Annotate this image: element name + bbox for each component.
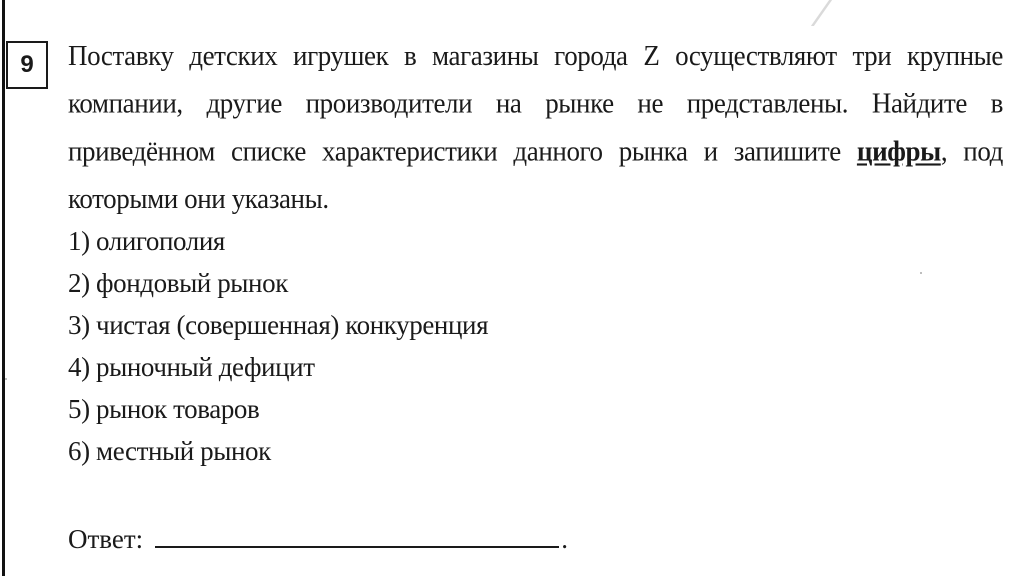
task-statement — [68, 32, 1003, 223]
option-item: 2) фондовый рынок — [68, 268, 288, 298]
task-number-box — [6, 41, 48, 89]
answer-field[interactable] — [155, 520, 559, 548]
task-number: 9 — [20, 51, 34, 78]
task-text-after: , под которыми они указаны. — [68, 134, 1003, 215]
answer-end-mark: . — [561, 524, 568, 554]
scan-speck — [920, 272, 922, 274]
answer-label: Ответ: — [68, 524, 144, 554]
option-item: 4) рыночный дефицит — [68, 352, 315, 382]
page-edge — [2, 0, 5, 576]
option-item: 5) рынок товаров — [68, 394, 260, 424]
option-item: 1) олигополия — [68, 226, 225, 256]
scan-speck — [5, 378, 7, 380]
answer-row — [68, 520, 568, 555]
pencil-mark — [781, 0, 832, 26]
option-item: 3) чистая (совершенная) конкуренция — [68, 310, 489, 340]
option-item: 6) местный рынок — [68, 436, 271, 466]
options-list — [68, 220, 488, 472]
task-emphasis: цифры — [856, 134, 941, 167]
task-text-before: Поставку детских игрушек в магазины города Z осуществляют три крупные компании, другие производители на рынке не представлены. Найдите в приведённом списке характеристики данного рынка и запишите — [68, 39, 1003, 167]
